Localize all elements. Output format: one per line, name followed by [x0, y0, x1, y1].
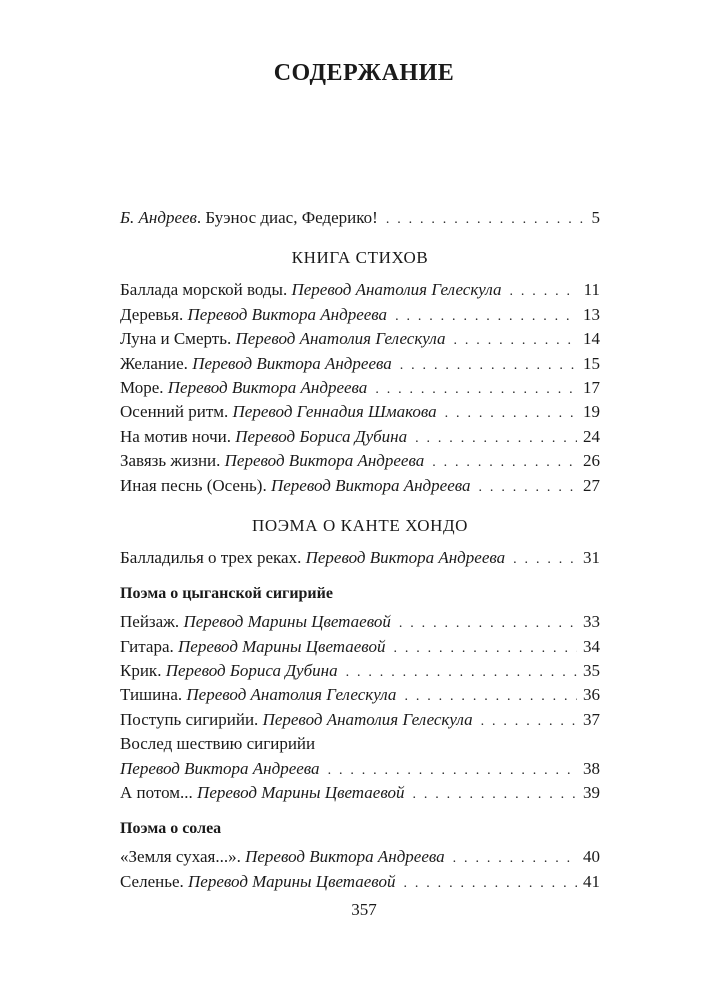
entry-translator: Перевод Марины Цветаевой [197, 783, 405, 803]
entry-page: 27 [583, 475, 600, 495]
entry-title: На мотив ночи. [120, 426, 236, 446]
entry-title: Баллада морской воды. [120, 280, 292, 300]
toc-entry [120, 474, 600, 498]
entry-translator: Перевод Марины Цветаевой [183, 612, 391, 632]
entry-translator: Перевод Бориса Дубина [235, 426, 408, 446]
dot-leader [399, 612, 577, 636]
table-of-contents [120, 206, 600, 894]
toc-entry [120, 303, 600, 327]
dot-leader [375, 378, 577, 402]
entry-page: 24 [583, 426, 600, 446]
entry-page: 35 [583, 661, 600, 681]
page-number: 357 [351, 900, 377, 919]
entry-translator: Перевод Виктора Андреева [167, 377, 368, 397]
entry-page: 41 [583, 871, 600, 891]
dot-leader [346, 661, 577, 685]
dot-leader [393, 637, 577, 661]
entry-page: 31 [583, 547, 600, 567]
toc-entry [120, 400, 600, 424]
entry-title: Луна и Смерть. [120, 329, 236, 349]
entry-title: Пейзаж. [120, 612, 184, 632]
entry-title: Крик. [120, 661, 166, 681]
dot-leader [404, 685, 577, 709]
entry-page: 5 [591, 208, 600, 227]
entry-page: 39 [583, 783, 600, 803]
dot-leader [395, 305, 577, 329]
toc-entry [120, 449, 600, 473]
entry-title: Балладилья о трех реках. [120, 547, 306, 567]
entry-page: 26 [583, 451, 600, 471]
entry-title: Гитара. [120, 636, 179, 656]
entry-page: 33 [583, 612, 600, 632]
entry-page: 37 [583, 709, 600, 729]
dot-leader [432, 451, 577, 475]
entry-translator: Перевод Марины Цветаевой [178, 636, 386, 656]
toc-entry [120, 610, 600, 634]
entry-title-line: Вослед шествию сигирийи [120, 734, 316, 754]
toc-entry [120, 425, 600, 449]
entry-translator: Перевод Анатолия Гелескула [235, 329, 446, 349]
dot-leader [453, 847, 577, 871]
dot-leader [454, 329, 578, 353]
entry-page: 17 [583, 377, 600, 397]
toc-entry [120, 352, 600, 376]
entry-translator: Перевод Виктора Андреева [224, 451, 425, 471]
entry-title: Осенний ритм. [120, 402, 233, 422]
page-title: СОДЕРЖАНИЕ [273, 60, 455, 86]
toc-entry [120, 376, 600, 400]
entry-title: Желание. [120, 353, 193, 373]
entry-title: Тишина. [120, 685, 187, 705]
entry-translator: Перевод Виктора Андреева [270, 475, 471, 495]
toc-entry-intro [120, 206, 600, 230]
dot-leader [415, 427, 577, 451]
dot-leader [513, 548, 577, 572]
toc-entry [120, 659, 600, 683]
toc-entry [120, 708, 600, 732]
dot-leader [400, 354, 577, 378]
entry-translator: Перевод Виктора Андреева [187, 304, 388, 324]
entry-page: 40 [583, 847, 600, 867]
entry-translator: Перевод Анатолия Гелескула [262, 709, 473, 729]
dot-leader [412, 783, 577, 807]
entry-translator: Перевод Виктора Андреева [305, 547, 506, 567]
entry-translator: Перевод Марины Цветаевой [188, 871, 396, 891]
entry-title: Селенье. [120, 871, 189, 891]
entry-title: . Буэнос диас, Федерико! [196, 208, 378, 227]
dot-leader [479, 476, 577, 500]
entry-page: 19 [583, 402, 600, 422]
entry-page: 14 [583, 329, 600, 349]
entry-translator: Перевод Виктора Андреева [192, 353, 392, 373]
toc-entry [120, 635, 600, 659]
entry-translator: Перевод Виктора Андреева [120, 758, 320, 778]
dot-leader [445, 402, 577, 426]
toc-entry [120, 327, 600, 351]
subsection-heading-siguiriya: Поэма о цыганской сигирийе [120, 585, 333, 603]
dot-leader [481, 710, 577, 734]
entry-page: 36 [583, 685, 600, 705]
entry-title: Завязь жизни. [120, 451, 225, 471]
entry-translator: Перевод Анатолия Гелескула [291, 280, 502, 300]
entry-title: Деревья. [120, 304, 188, 324]
entry-title: Иная песнь (Осень). [120, 475, 271, 495]
entry-page: 38 [583, 758, 600, 778]
entry-title: Море. [120, 377, 168, 397]
entry-page: 34 [583, 636, 600, 656]
dot-leader [403, 872, 577, 896]
entry-translator: Перевод Виктора Андреева [245, 847, 445, 867]
entry-page: 13 [583, 304, 600, 324]
entry-author: Б. Андреев [120, 208, 197, 227]
toc-entry [120, 278, 600, 302]
toc-entry [120, 757, 600, 781]
entry-page: 11 [583, 280, 600, 300]
toc-entry [120, 546, 600, 570]
entry-translator: Перевод Геннадия Шмакова [232, 402, 437, 422]
entry-title: «Земля сухая...». [120, 847, 246, 867]
dot-leader [510, 280, 578, 304]
toc-entry [120, 781, 600, 805]
section-heading-cante-jondo: ПОЭМА О КАНТЕ ХОНДО [251, 515, 469, 535]
toc-entry [120, 845, 600, 869]
entry-page: 15 [583, 353, 600, 373]
subsection-heading-solea: Поэма о солеа [120, 820, 222, 838]
toc-entry [120, 870, 600, 894]
dot-leader [386, 208, 586, 232]
section-heading-book: КНИГА СТИХОВ [291, 248, 429, 268]
dot-leader [328, 759, 577, 783]
entry-title: А потом... [120, 783, 198, 803]
entry-title: Поступь сигирийи. [120, 709, 263, 729]
entry-translator: Перевод Бориса Дубина [165, 661, 338, 681]
entry-translator: Перевод Анатолия Гелескула [186, 685, 397, 705]
toc-entry [120, 683, 600, 707]
